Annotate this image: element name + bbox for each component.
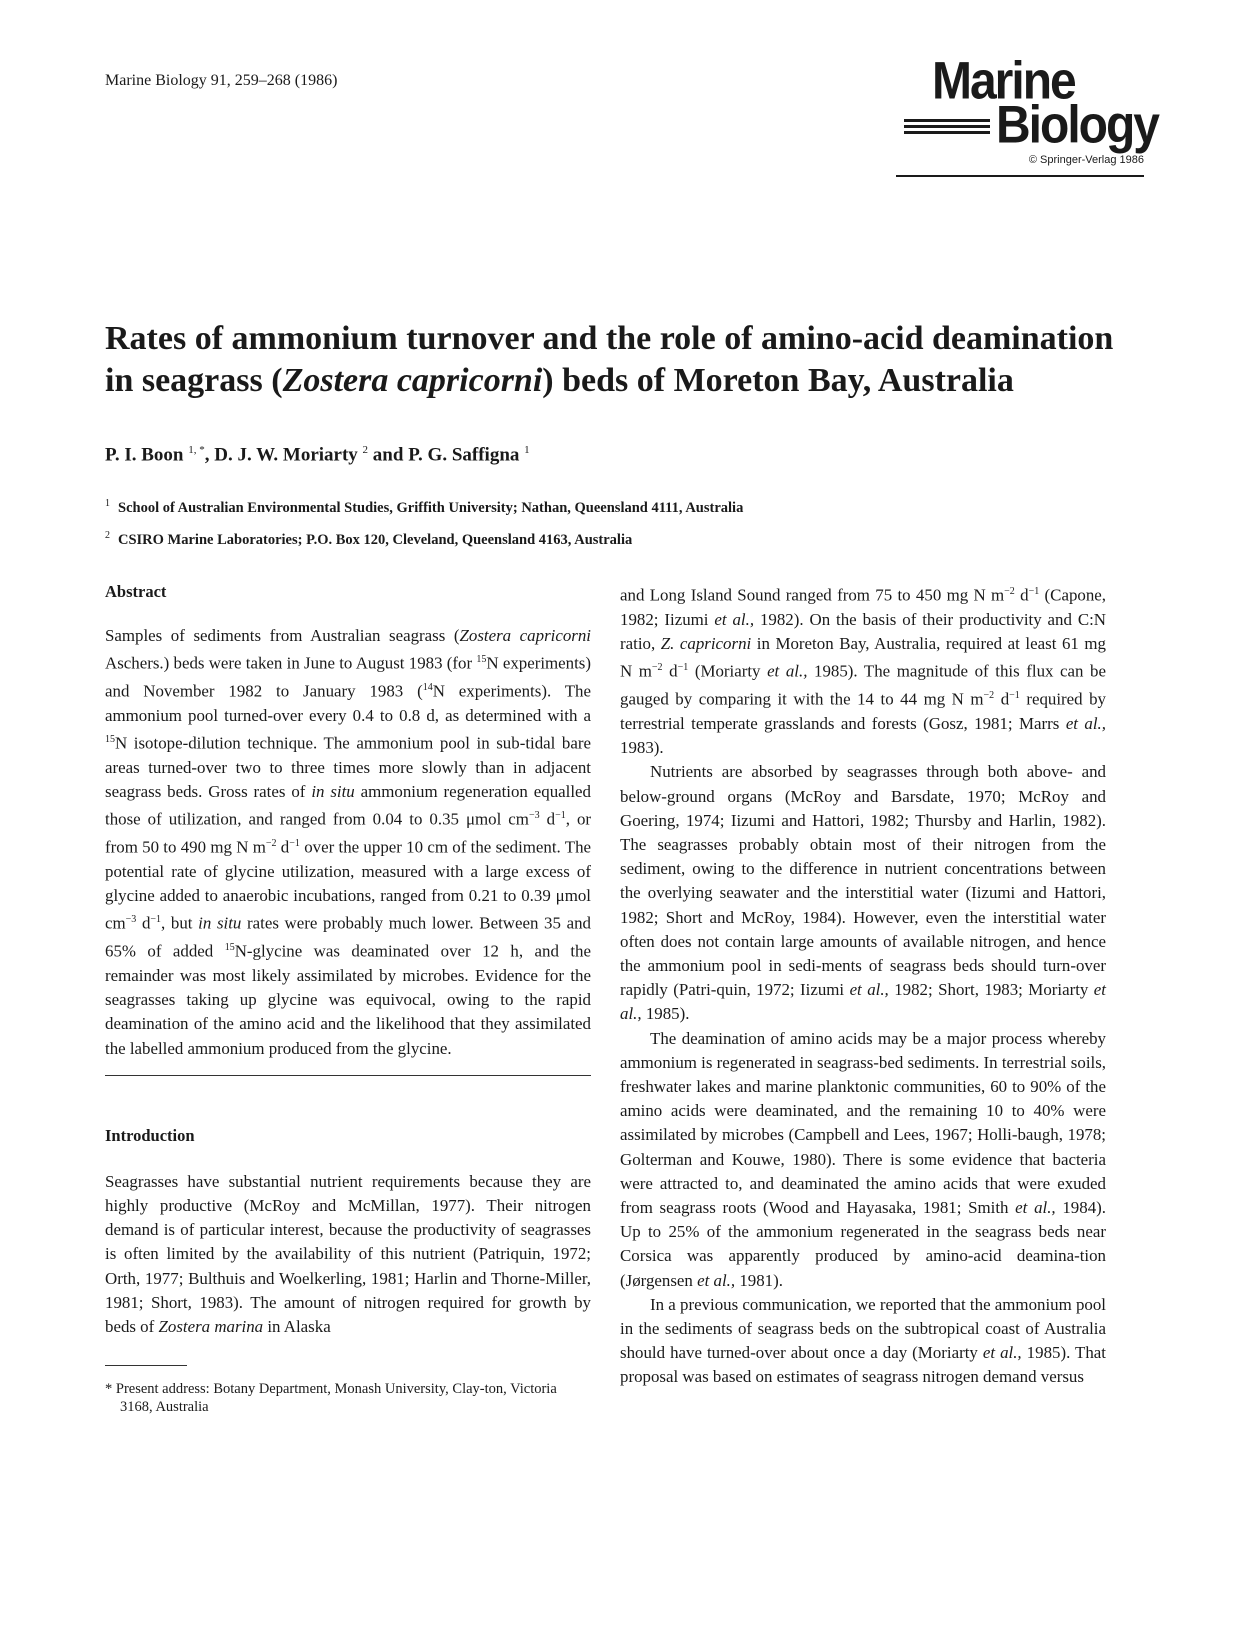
body-paragraph: and Long Island Sound ranged from 75 to 450 mg N $m^{-2}$ $d^{-1}$ (Capone, 1982; Iizumi et al., 1982). On the basis of their productivity and C:N ratio, Z. capricorni in Moreton Bay, Australia, required at least 61 mg N $m^{-2}$ $d^{-1}$ (Moriarty et al., 1985). The magnitude of this flux can be gauged by comparing it with the 14 to 44 mg N $m^{-2}$ $d^{-1}$ required by terrestrial temperate grasslands and forests (Gosz, 1981; Marrs et al., 1983). (620, 585, 1107, 758)
body-paragraph: In a previous communication, we reported that the ammonium pool in the sediments of seagrass beds on the subtropical coast of Australia should have turned-over about once a day (Moriarty et al., 1985). That proposal was based on estimates of seagrass nitrogen demand versus (620, 1294, 1106, 1387)
author-name: P. I. Boon (105, 444, 184, 466)
abstract-text: Samples of sediments from Australian seagrass (Zostera capricorni Aschers.) beds were taken in June to August 1983 (for $^{15}$N experiments) and November 1982 to January 1983 ($^{14}$N experiments). The ammonium pool turned-over every 0.4 to 0.8 d, as determined with a $^{15}$N isotope-dilution technique. The ammonium pool in sub-tidal bare areas turned-over two to three times more slowly than in adjacent seagrass beds. Gross rates of in situ ammonium regeneration equalled those of utilization, and ranged from 0.04 to 0.35 μmol $cm^{-3}$ $d^{-1}$, or from 50 to 490 mg N $m^{-2}$ $d^{-1}$ over the upper 10 cm of the sediment. The potential rate of glycine utilization, measured with a large excess of glycine added to anaerobic incubations, ranged from 0.21 to 0.39 μmol $cm^{-3}$ $d^{-1}$, but in situ rates were probably much lower. Between 35 and 65% of added $^{15}$N-glycine was deaminated over 12 h, and the remainder was most likely assimilated by microbes. Evidence for the seagrasses taking up glycine was equivocal, owing to the rapid deamination of the amino acid and the likelihood that they assimilated the labelled ammonium produced from the glycine. (105, 626, 592, 1058)
journal-logo (904, 52, 1158, 188)
right-column (620, 580, 1106, 1390)
introduction-paragraph: Seagrasses have substantial nutrient requirements because they are highly productive (McRoy and McMillan, 1977). Their nitrogen demand is of particular interest, because the productivity of seagrasses is often limited by the availability of this nutrient (Patriquin, 1972; Orth, 1977; Bulthuis and Woelkerling, 1981; Harlin and Thorne-Miller, 1981; Short, 1983). The amount of nitrogen required for growth by beds of Zostera marina in Alaska (105, 1171, 591, 1337)
abstract-rule (105, 1075, 591, 1076)
header-rule (896, 175, 1144, 177)
affiliation: $^2$ CSIRO Marine Laboratories; P.O. Box 120, Cleveland, Queensland 4163, Australia (105, 529, 633, 548)
journal-citation: Marine Biology 91, 259–268 (1986) (105, 72, 338, 89)
body-paragraph: The deamination of amino acids may be a major process whereby ammonium is regenerated in seagrass-bed sediments. In terrestrial soils, freshwater lakes and marine planktonic communities, 60 to 90% of the amino acids were deaminated, and the remaining 10 to 40% were assimilated by microbes (Campbell and Lees, 1967; Holli-baugh, 1978; Golterman and Kouwe, 1980). There is some evidence that bacteria were attracted to, and deaminated the amino acids that were exuded from seagrass roots (Wood and Hayasaka, 1981; Smith et al., 1984). Up to 25% of the ammonium regenerated in the seagrass beds near Corsica was apparently produced by amino-acid deamina-tion (Jørgensen et al., 1981). (620, 1028, 1106, 1290)
article-title: Rates of ammonium turnover and the role of amino-acid deamination in seagrass (Zostera capricorni) beds of Moreton Bay, Australia (105, 320, 1114, 399)
logo-tagline-block (904, 119, 990, 137)
introduction-heading: Introduction (105, 1125, 195, 1145)
author-list: P. I. Boon $^{1, *}$, D. J. W. Moriarty $^2$ and P. G. Saffigna $^1$ (105, 444, 530, 466)
affiliations (105, 490, 743, 554)
footnote: * Present address: Botany Department, Monash University, Clay-ton, Victoria 3168, Australia (105, 1381, 557, 1416)
abstract-heading: Abstract (105, 582, 167, 601)
author-name: D. J. W. Moriarty (214, 444, 358, 466)
logo-word-marine: Marine (932, 52, 1075, 111)
affiliation: $^1$ School of Australian Environmental Studies, Griffith University; Nathan, Queensland 4111, Australia (105, 498, 744, 516)
left-column (105, 580, 591, 1416)
logo-word-biology: Biology (996, 96, 1158, 155)
logo-copyright: © Springer-Verlag 1986 (1028, 154, 1144, 166)
body-paragraph: Nutrients are absorbed by seagrasses through both above- and below-ground organs (McRoy and Barsdate, 1970; McRoy and Goering, 1974; Iizumi and Hattori, 1982; Thursby and Harlin, 1982). The seagrasses probably obtain most of their nitrogen from the sediment, owing to the difference in nutrient concentrations between the overlying seawater and the interstitial water (Iizumi and Hattori, 1982; Short and McRoy, 1984). However, even the interstitial water often does not contain large amounts of available nitrogen, and hence the ammonium pool in sedi-ments of seagrass beds should turn-over rapidly (Patri-quin, 1972; Iizumi et al., 1982; Short, 1983; Moriarty et al., 1985). (620, 762, 1106, 1024)
footnote-rule (105, 1365, 187, 1366)
author-name: P. G. Saffigna (408, 444, 520, 466)
